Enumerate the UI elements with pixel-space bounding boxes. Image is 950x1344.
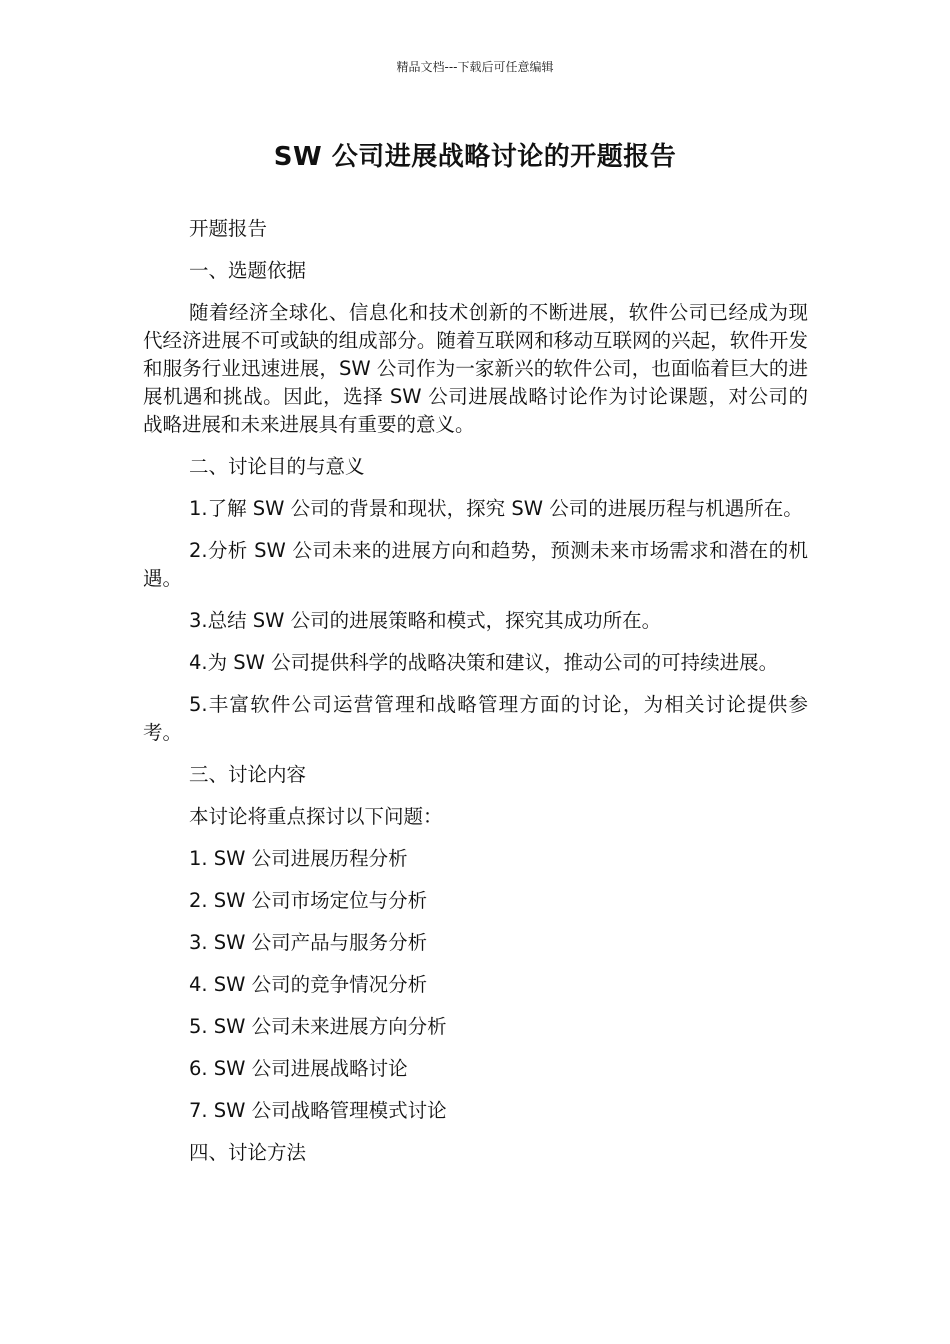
section-heading: 四、讨论方法 <box>189 1141 307 1164</box>
section-heading: 三、讨论内容 <box>189 763 307 786</box>
list-item: 4.为 SW 公司提供科学的战略决策和建议，推动公司的可持续进展。 <box>189 651 779 674</box>
list-item: 4. SW 公司的竞争情况分析 <box>189 973 428 996</box>
list-item: 2. SW 公司市场定位与分析 <box>189 889 428 912</box>
section-heading: 一、选题依据 <box>189 259 307 282</box>
list-item: 3.总结 SW 公司的进展策略和模式，探究其成功所在。 <box>189 609 662 632</box>
list-item: 5.丰富软件公司运营管理和战略管理方面的讨论，为相关讨论提供参考。 <box>143 693 808 744</box>
list-item: 6. SW 公司进展战略讨论 <box>189 1057 408 1080</box>
document-body <box>143 215 808 1181</box>
body-paragraph: 随着经济全球化、信息化和技术创新的不断进展，软件公司已经成为现代经济进展不可或缺的组成部分。随着互联网和移动互联网的兴起，软件开发和服务行业迅速进展，SW 公司作为一家新兴的软件公司，也面临着巨大的进展机遇和挑战。因此，选择 SW 公司进展战略讨论作为讨论课题，对公司的战略进展和未来进展具有重要的意义。 <box>143 301 808 436</box>
list-item: 7. SW 公司战略管理模式讨论 <box>189 1099 447 1122</box>
list-item: 1.了解 SW 公司的背景和现状，探究 SW 公司的进展历程与机遇所在。 <box>189 497 803 520</box>
header-note: 精品文档---下载后可任意编辑 <box>396 60 554 74</box>
section-label: 开题报告 <box>189 217 268 240</box>
list-item: 2.分析 SW 公司未来的进展方向和趋势，预测未来市场需求和潜在的机遇。 <box>143 539 808 590</box>
list-item: 3. SW 公司产品与服务分析 <box>189 931 428 954</box>
list-item: 5. SW 公司未来进展方向分析 <box>189 1015 447 1038</box>
body-paragraph: 本讨论将重点探讨以下问题： <box>189 805 443 828</box>
list-item: 1. SW 公司进展历程分析 <box>189 847 408 870</box>
document-title: SW 公司进展战略讨论的开题报告 <box>273 142 677 172</box>
section-heading: 二、讨论目的与意义 <box>189 455 365 478</box>
